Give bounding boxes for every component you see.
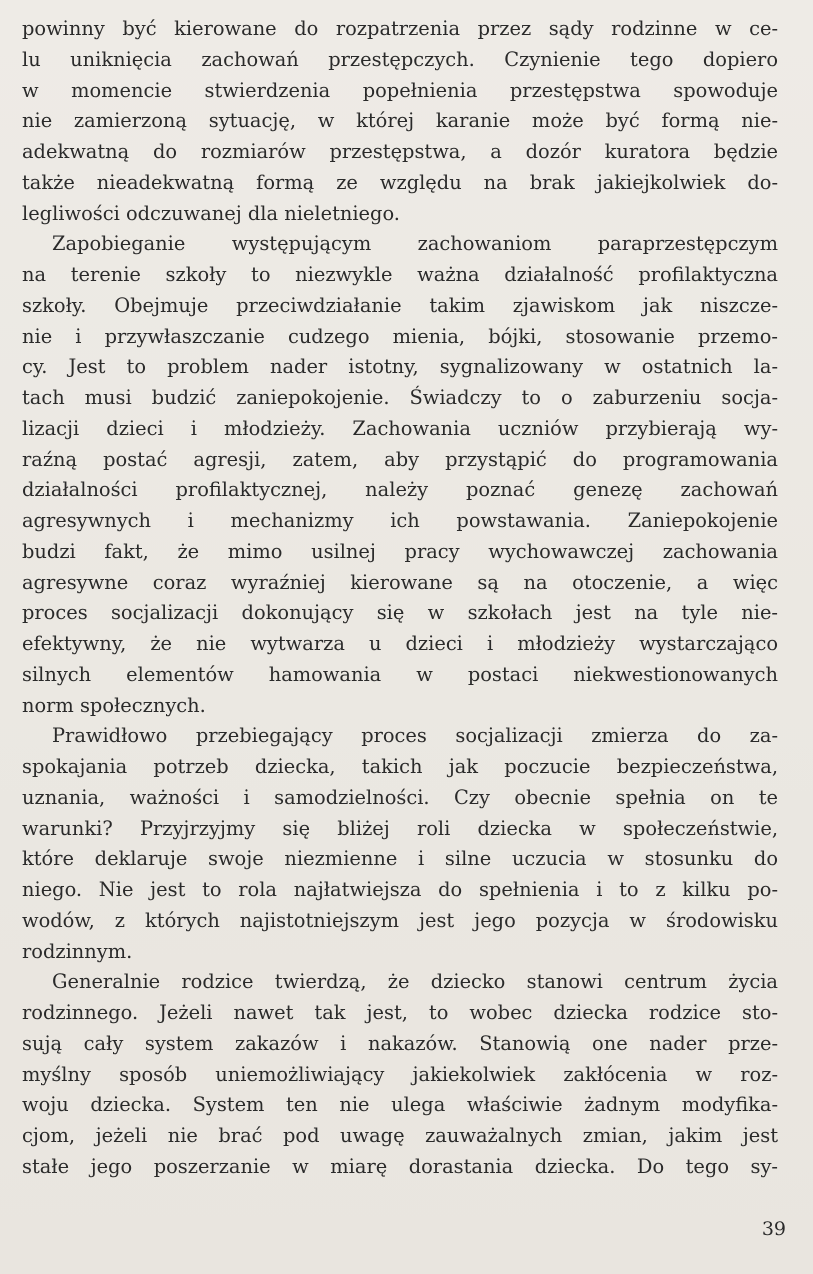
text-line: stałe jego poszerzanie w miarę dorastania dziecka. Do tego sy- — [22, 1154, 778, 1178]
text-line: które deklaruje swoje niezmienne i silne uczucia w stosunku do — [22, 847, 778, 871]
text-line: Zapobieganie występującym zachowaniom paraprzestępczym — [52, 232, 778, 256]
text-line: myślny sposób uniemożliwiający jakiekolwiek zakłócenia w roz- — [22, 1062, 778, 1086]
text-line: efektywny, że nie wytwarza u dzieci i młodzieży wystarczająco — [22, 632, 778, 655]
text-line: Prawidłowo przebiegający proces socjalizacji zmierza do za- — [52, 724, 778, 748]
text-line: lu uniknięcia zachowań przestępczych. Czynienie tego dopiero — [22, 47, 778, 71]
paragraph — [22, 229, 778, 721]
text-line: agresywne coraz wyraźniej kierowane są na otoczenie, a więc — [22, 570, 778, 594]
text-line: szkoły. Obejmuje przeciwdziałanie takim zjawiskom jak niszcze- — [22, 293, 778, 317]
text-line: spokajania potrzeb dziecka, takich jak poczucie bezpieczeństwa, — [22, 755, 778, 778]
text-line: silnych elementów hamowania w postaci niekwestionowanych — [22, 662, 778, 686]
text-line: agresywnych i mechanizmy ich powstawania. Zaniepokojenie — [22, 509, 778, 532]
text-line: rodzinnego. Jeżeli nawet tak jest, to wobec dziecka rodzice sto- — [22, 1001, 778, 1024]
text-line: adekwatną do rozmiarów przestępstwa, a dozór kuratora będzie — [22, 140, 778, 163]
text-line: rodzinnym. — [22, 939, 133, 963]
paragraph — [22, 14, 778, 229]
text-line: tach musi budzić zaniepokojenie. Świadczy to o zaburzeniu socja- — [22, 386, 778, 409]
text-line: lizacji dzieci i młodzieży. Zachowania uczniów przybierają wy- — [22, 416, 778, 440]
body-text — [22, 14, 778, 1183]
text-line: nie zamierzoną sytuację, w której karanie może być formą nie- — [22, 109, 778, 133]
text-line: cjom, jeżeli nie brać pod uwagę zauważalnych zmian, jakim jest — [22, 1124, 778, 1147]
text-line: nie i przywłaszczanie cudzego mienia, bójki, stosowanie przemo- — [22, 324, 778, 348]
text-line: w momencie stwierdzenia popełnienia przestępstwa spowoduje — [22, 78, 778, 102]
page-number: 39 — [761, 1218, 786, 1240]
text-line: niego. Nie jest to rola najłatwiejsza do spełnienia i to z kilku po- — [22, 878, 778, 901]
text-line: Generalnie rodzice twierdzą, że dziecko stanowi centrum życia — [52, 970, 778, 994]
text-line: norm społecznych. — [22, 693, 206, 717]
text-line: sują cały system zakazów i nakazów. Stanowią one nader prze- — [22, 1031, 778, 1055]
text-line: warunki? Przyjrzyjmy się bliżej roli dziecka w społeczeństwie, — [22, 816, 778, 840]
text-line: wodów, z których najistotniejszym jest jego pozycja w środowisku — [22, 908, 778, 932]
text-line: budzi fakt, że mimo usilnej pracy wychowawczej zachowania — [22, 539, 778, 563]
text-line: legliwości odczuwanej dla nieletniego. — [22, 201, 400, 225]
text-line: proces socjalizacji dokonujący się w szkołach jest na tyle nie- — [22, 601, 778, 625]
text-line: także nieadekwatną formą ze względu na brak jakiejkolwiek do- — [22, 170, 778, 194]
text-line: woju dziecka. System ten nie ulega właściwie żadnym modyfika- — [22, 1093, 778, 1117]
text-line: raźną postać agresji, zatem, aby przystąpić do programowania — [22, 447, 778, 471]
paragraph — [22, 967, 778, 1182]
text-line: działalności profilaktycznej, należy poznać genezę zachowań — [22, 478, 778, 502]
text-line: powinny być kierowane do rozpatrzenia przez sądy rodzinne w ce- — [22, 17, 778, 40]
text-line: na terenie szkoły to niezwykle ważna działalność profilaktyczna — [22, 263, 778, 286]
paragraph — [22, 721, 778, 967]
text-line: cy. Jest to problem nader istotny, sygnalizowany w ostatnich la- — [22, 355, 778, 379]
text-line: uznania, ważności i samodzielności. Czy obecnie spełnia on te — [22, 785, 778, 809]
